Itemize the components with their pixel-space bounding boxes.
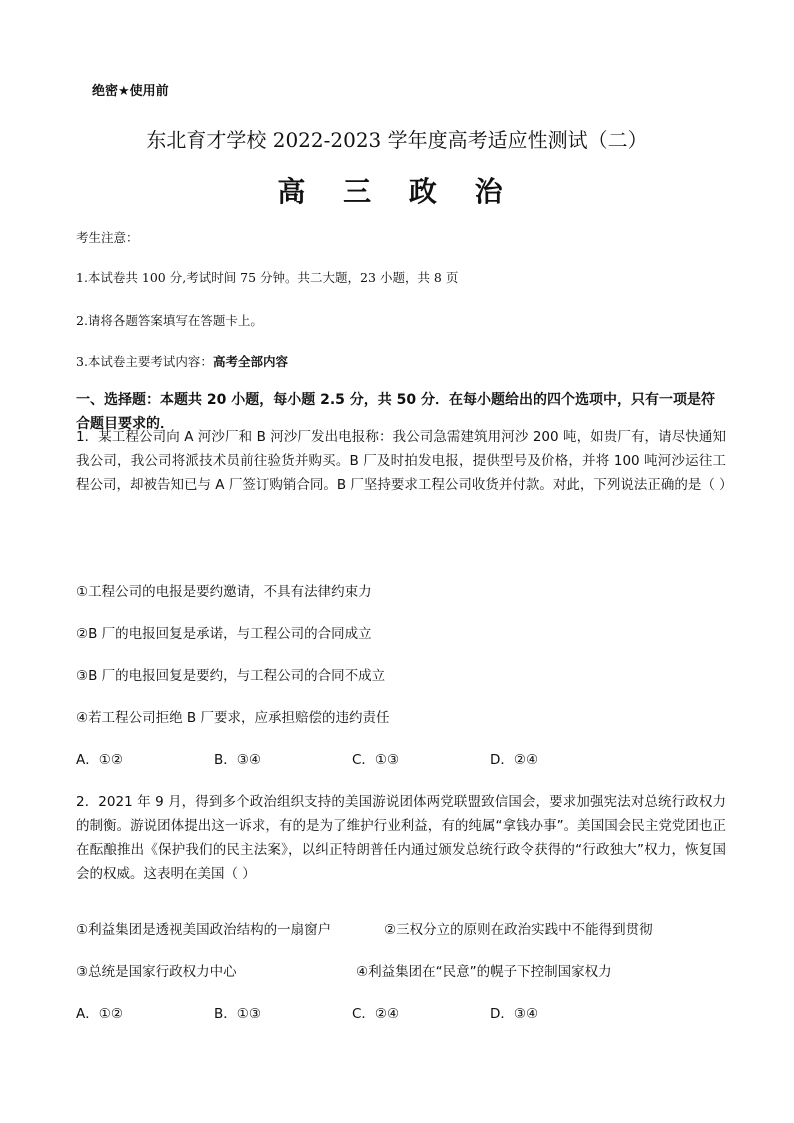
notice-line-3-bold: 高考全部内容 — [212, 354, 288, 369]
question-1-choice-b: B．③④ — [214, 752, 261, 768]
question-2-option-3: ③总统是国家行政权力中心 — [76, 964, 237, 980]
question-2-choice-a: A．①② — [76, 1006, 123, 1022]
question-2-choice-b: B．①③ — [214, 1006, 261, 1022]
question-1-option-3: ③B 厂的电报回复是要约，与工程公司的合同不成立 — [76, 668, 386, 684]
exam-title: 东北育才学校 2022-2023 学年度高考适应性测试（二） — [146, 128, 648, 152]
question-2-option-1: ①利益集团是透视美国政治结构的一扇窗户 — [76, 922, 332, 938]
question-2-choice-d: D．③④ — [490, 1006, 539, 1022]
question-1-stem: 1．某工程公司向 A 河沙厂和 B 河沙厂发出电报称：我公司急需建筑用河沙 200 吨，如贵厂有，请尽快通知我公司，我公司将派技术员前往验货并购买。B 厂及时拍发电报，提供型号及价格，并将 100 吨河沙运往工程公司，却被告知已与 A 厂签订购销合同。B 厂坚持要求工程公司收货并付款。对此，下列说法正确的是（ ） — [76, 429, 733, 493]
question-1-option-4: ④若工程公司拒绝 B 厂要求，应承担赔偿的违约责任 — [76, 710, 390, 726]
question-1-option-2: ②B 厂的电报回复是承诺，与工程公司的合同成立 — [76, 626, 372, 642]
question-2-option-2: ②三权分立的原则在政治实践中不能得到贯彻 — [384, 922, 653, 938]
notice-line-3 — [76, 352, 288, 370]
question-1-choice-d: D．②④ — [490, 752, 539, 768]
notice-line-1: 1.本试卷共 100 分,考试时间 75 分钟。共二大题，23 小题，共 8 页 — [76, 270, 459, 285]
question-2-stem: 2．2021 年 9 月，得到多个政治组织支持的美国游说团体两党联盟致信国会，要求加强宪法对总统行政权力的制衡。游说团体提出这一诉求，有的是为了维护行业利益，有的纯属“拿钱办事”。美国国会民主党党团也正在酝酿推出《保护我们的民主法案》，以纠正特朗普任内通过颁发总统行政令获得的“行政独大”权力，恢复国会的权威。这表明在美国（ ） — [76, 794, 726, 882]
confidential-label: 绝密★使用前 — [92, 84, 169, 99]
question-1-option-1: ①工程公司的电报是要约邀请，不具有法律约束力 — [76, 584, 372, 600]
subject-title: 高 三 政 治 — [277, 175, 517, 208]
notice-line-3-prefix: 3.本试卷主要考试内容： — [76, 354, 213, 369]
notice-heading: 考生注意： — [76, 230, 139, 245]
notice-line-2: 2.请将各题答案填写在答题卡上。 — [76, 313, 263, 328]
question-2-option-4: ④利益集团在“民意”的幌子下控制国家权力 — [356, 964, 612, 980]
section-1-title: 一、选择题：本题共 20 小题，每小题 2.5 分，共 50 分．在每小题给出的四个选项中，只有一项是符合题目要求的． — [76, 392, 716, 432]
question-1-choice-c: C．①③ — [352, 752, 400, 768]
question-1-choice-a: A．①② — [76, 752, 123, 768]
question-2-choice-c: C．②④ — [352, 1006, 400, 1022]
